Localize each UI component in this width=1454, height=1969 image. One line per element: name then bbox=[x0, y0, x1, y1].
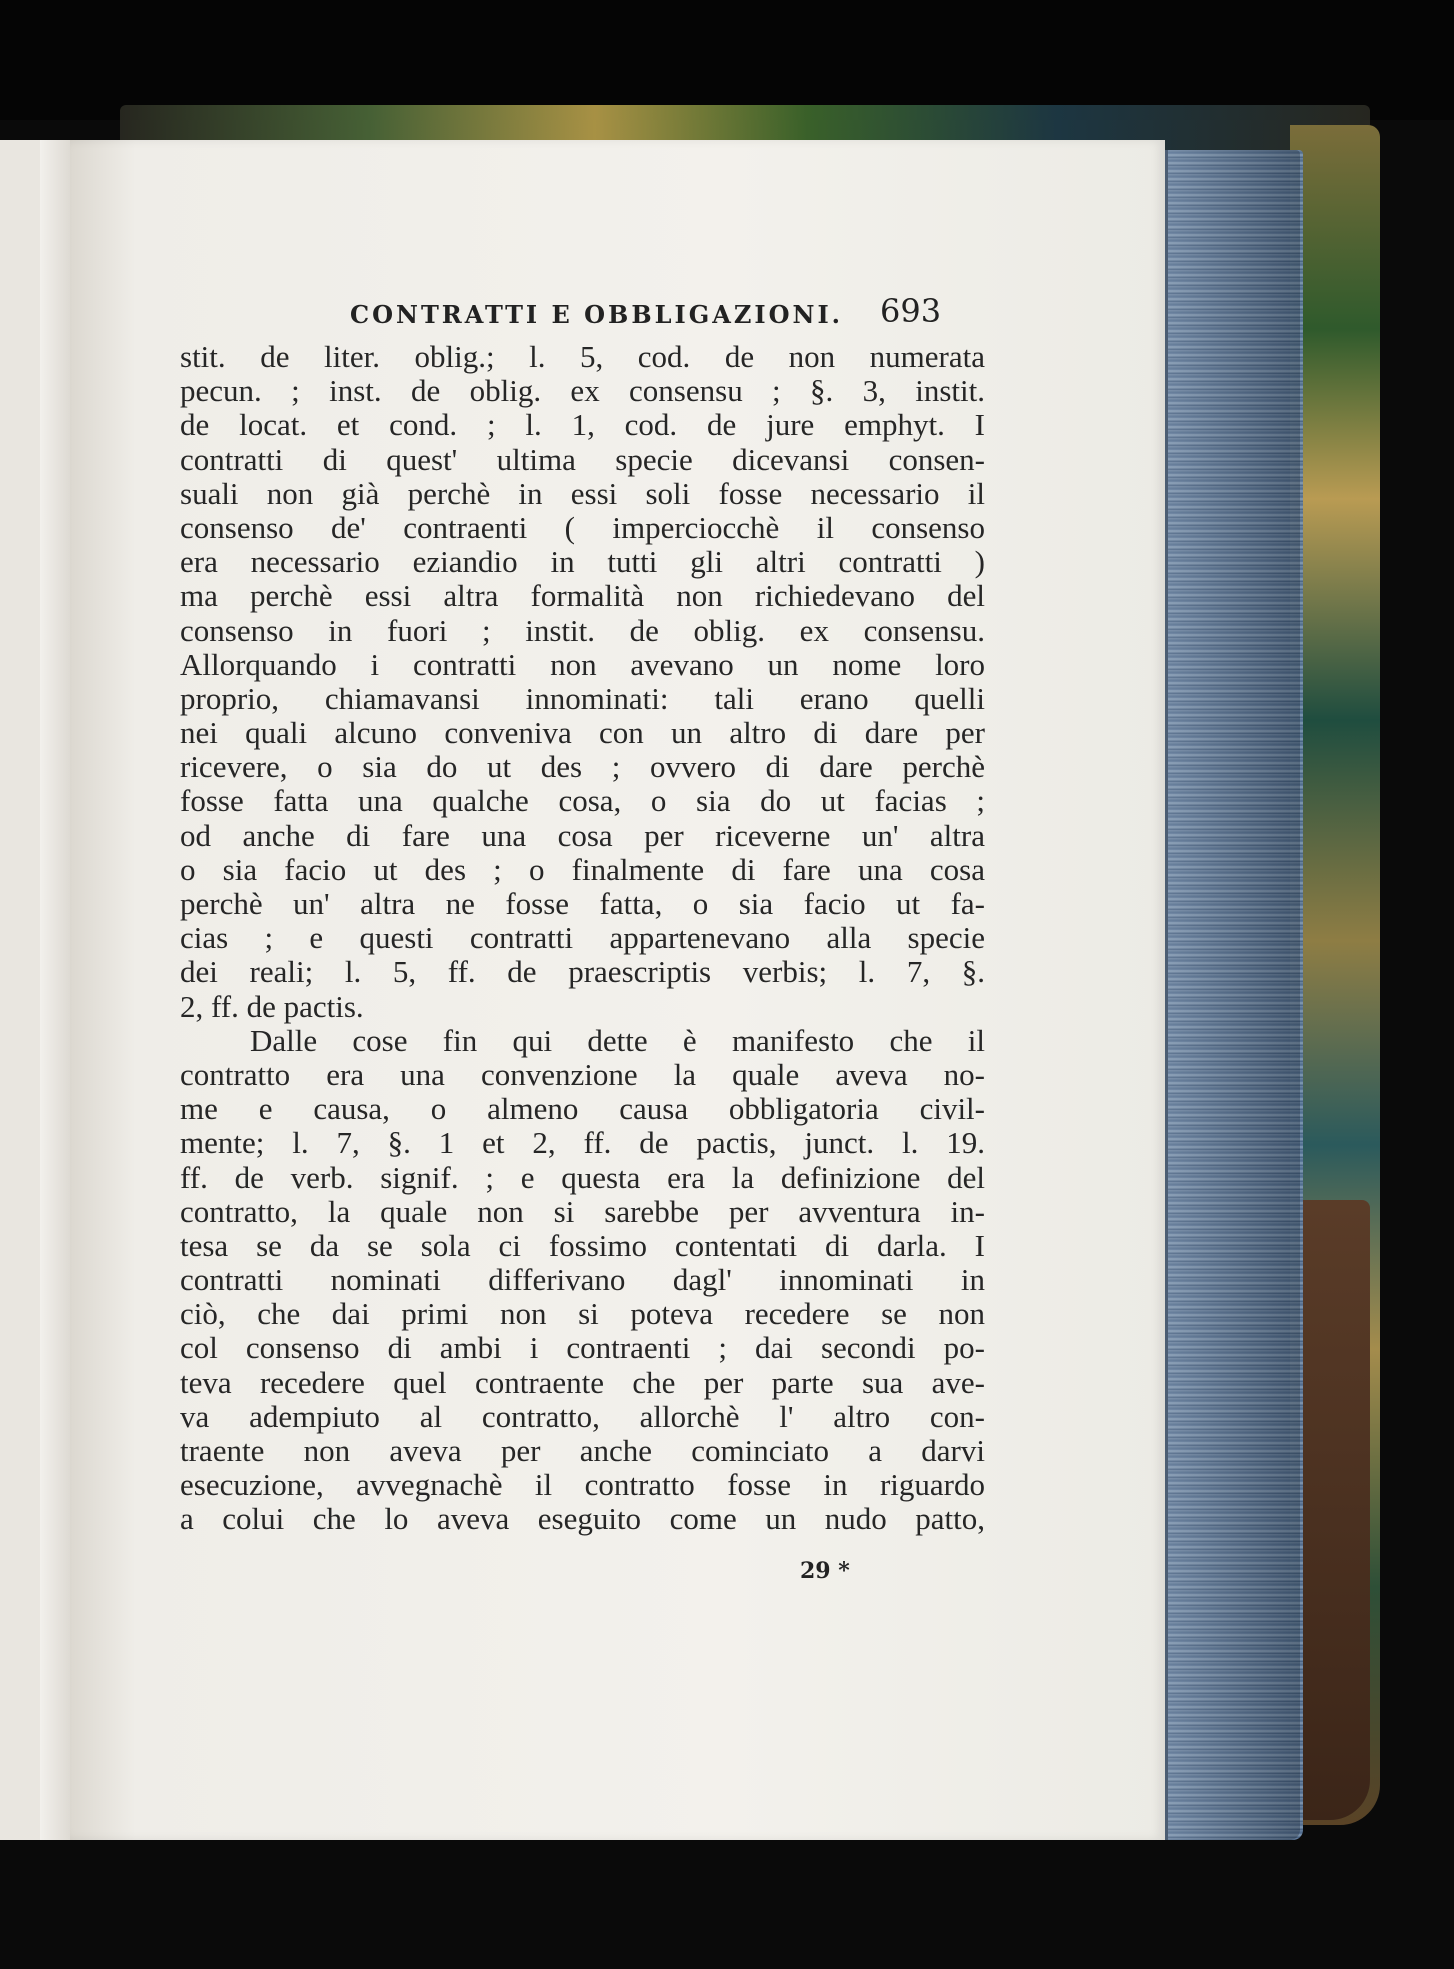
text-line: ciò, che dai primi non si poteva recedere se non bbox=[180, 1296, 985, 1332]
text-line: 2, ff. de pactis. bbox=[180, 988, 364, 1024]
text-line: traente non aveva per anche cominciato a darvi bbox=[180, 1433, 985, 1468]
text-line: ma perchè essi altra formalità non richiedevano del bbox=[180, 578, 985, 614]
text-line: me e causa, o almeno causa obbligatoria civil- bbox=[180, 1091, 985, 1127]
text-line: a colui che lo aveva eseguito come un nudo patto, bbox=[180, 1501, 985, 1537]
text-line: era necessario eziandio in tutti gli altri contratti ) bbox=[180, 544, 985, 580]
running-head: CONTRATTI E OBBLIGAZIONI. bbox=[350, 300, 844, 329]
text-line: Allorquando i contratti non avevano un nome loro bbox=[180, 646, 985, 682]
page-number: 693 bbox=[880, 292, 942, 330]
background-top bbox=[0, 0, 1454, 120]
text-line: contratto era una convenzione la quale aveva no- bbox=[180, 1056, 985, 1092]
text-line: teva recedere quel contraente che per parte sua ave- bbox=[180, 1364, 985, 1400]
text-line: ff. de verb. signif. ; e questa era la definizione del bbox=[180, 1159, 985, 1195]
text-line: cias ; e questi contratti appartenevano alla specie bbox=[180, 920, 985, 956]
text-line: col consenso di ambi i contraenti ; dai secondi po- bbox=[180, 1330, 985, 1366]
text-line: o sia facio ut des ; o finalmente di fare una cosa bbox=[180, 851, 985, 887]
leather-spine-corner bbox=[1300, 1200, 1370, 1820]
text-line: esecuzione, avvegnachè il contratto fosse in riguardo bbox=[180, 1467, 985, 1503]
text-line: consenso in fuori ; instit. de oblig. ex consensu. bbox=[180, 612, 985, 648]
text-line: tesa se da se sola ci fossimo contentati di darla. I bbox=[180, 1227, 985, 1263]
text-line: de locat. et cond. ; l. 1, cod. de jure emphyt. I bbox=[180, 407, 985, 443]
text-line: consenso de' contraenti ( imperciocchè il consenso bbox=[180, 509, 985, 545]
text-line: contratti nominati differivano dagl' innominati in bbox=[180, 1262, 985, 1298]
text-line: fosse fatta una qualche cosa, o sia do ut facias ; bbox=[180, 783, 985, 819]
text-line: contratto, la quale non si sarebbe per avventura in- bbox=[180, 1193, 985, 1229]
text-line: proprio, chiamavansi innominati: tali erano quelli bbox=[180, 680, 985, 716]
body-text bbox=[180, 340, 985, 1537]
text-line: contratti di quest' ultima specie dicevansi consen- bbox=[180, 441, 985, 477]
text-line: pecun. ; inst. de oblig. ex consensu ; §. 3, instit. bbox=[180, 373, 985, 409]
text-line: Dalle cose fin qui dette è manifesto che il bbox=[250, 1022, 985, 1058]
text-line: dei reali; l. 5, ff. de praescriptis verbis; l. 7, §. bbox=[180, 954, 985, 990]
text-line: ricevere, o sia do ut des ; ovvero di dare perchè bbox=[180, 749, 985, 785]
text-line: perchè un' altra ne fosse fatta, o sia facio ut fa- bbox=[180, 886, 985, 921]
text-line: nei quali alcuno conveniva con un altro di dare per bbox=[180, 715, 985, 751]
text-line: od anche di fare una cosa per riceverne un' altra bbox=[180, 817, 985, 853]
page-edge-shade bbox=[1165, 150, 1300, 1840]
text-line: stit. de liter. oblig.; l. 5, cod. de non numerata bbox=[180, 339, 985, 374]
text-line: va adempiuto al contratto, allorchè l' altro con- bbox=[180, 1398, 985, 1434]
text-line: mente; l. 7, §. 1 et 2, ff. de pactis, junct. l. 19. bbox=[180, 1125, 985, 1161]
text-line: suali non già perchè in essi soli fosse necessario il bbox=[180, 475, 985, 511]
printer-signature-mark: 29 * bbox=[800, 1558, 850, 1584]
